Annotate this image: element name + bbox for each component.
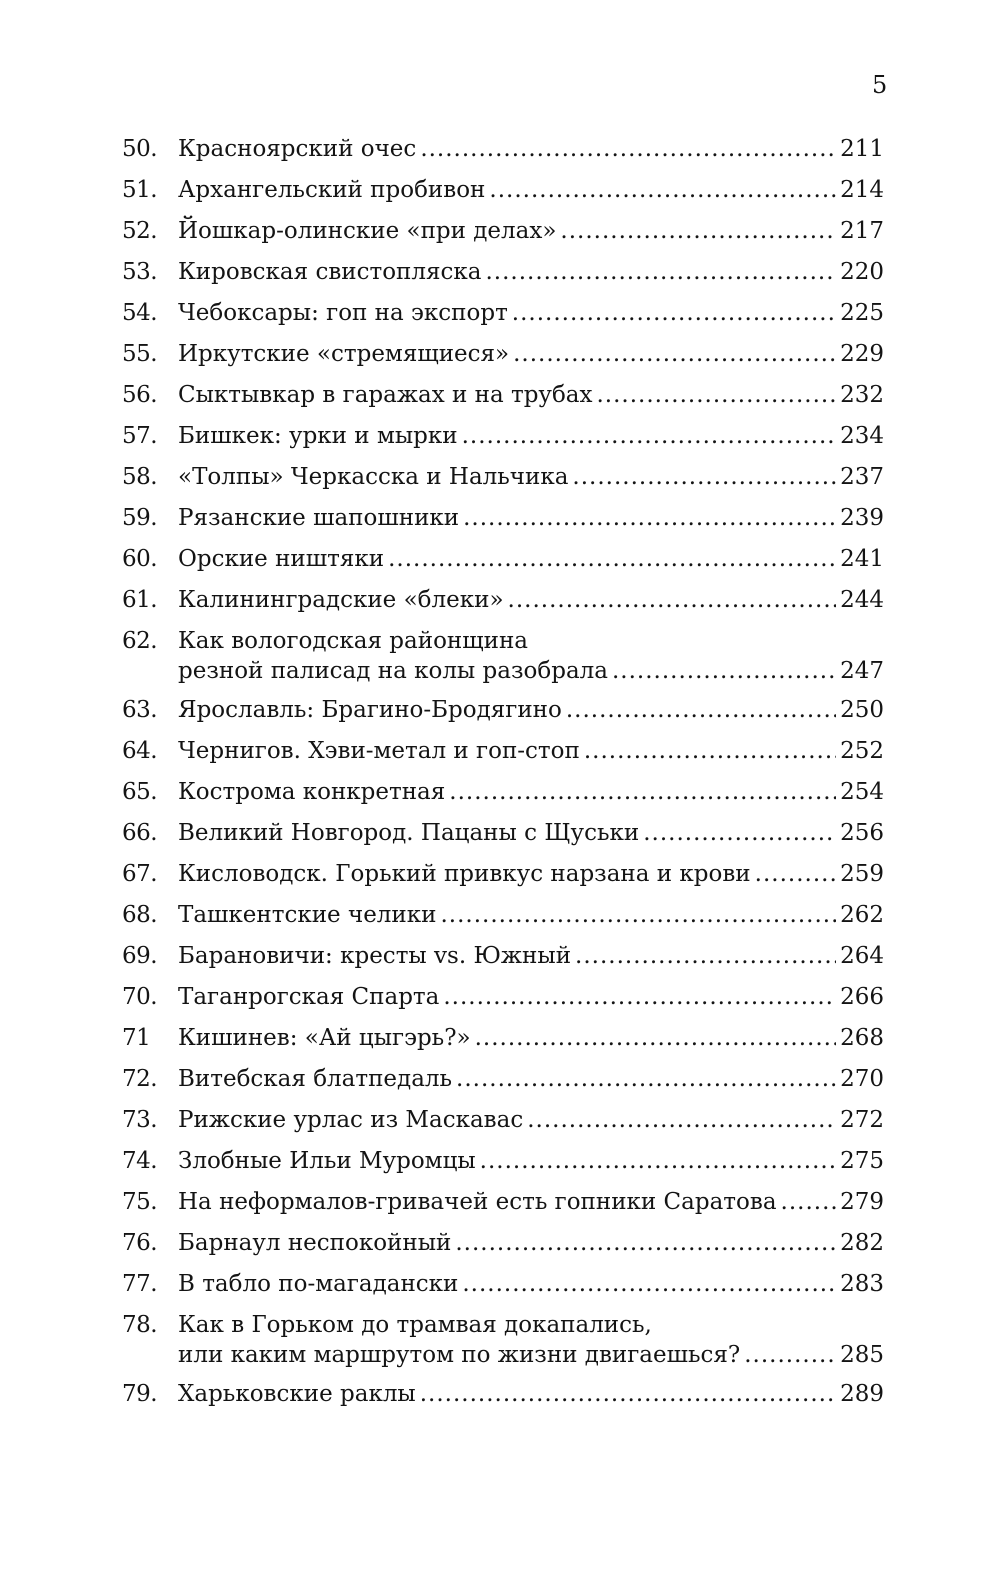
dot-leader [443, 982, 836, 1012]
toc-entry-page: 279 [840, 1189, 884, 1215]
toc-entry-line [178, 1187, 884, 1217]
toc-entry-title: Калининградские «блеки» [178, 587, 504, 613]
toc-entry [122, 626, 884, 686]
toc-entry-title: Архангельский пробивон [178, 177, 486, 203]
toc-entry-number: 67. [122, 861, 158, 887]
toc-entry-body [178, 380, 884, 410]
toc-entry [122, 736, 884, 766]
toc-entry-line [178, 298, 884, 328]
toc-entry-number: 65. [122, 779, 158, 805]
toc-entry-page: 259 [840, 861, 884, 887]
toc-entry-number: 52. [122, 218, 158, 244]
toc-entry-title-first-line: Как в Горьком до трамвая докапались, [178, 1312, 652, 1338]
toc-entry-page: 264 [840, 943, 884, 969]
toc-entry-line [178, 1023, 884, 1053]
toc-entry-number: 78. [122, 1312, 158, 1338]
dot-leader [485, 257, 836, 287]
dot-leader [455, 1228, 836, 1258]
toc-entry-body [178, 941, 884, 971]
toc-entry-line [178, 1340, 884, 1370]
toc-entry-title: Ярославль: Брагино-Бродягино [178, 697, 562, 723]
toc-entry [122, 544, 884, 574]
toc-entry-page: 244 [840, 587, 884, 613]
toc-entry-page: 262 [840, 902, 884, 928]
dot-leader [508, 585, 837, 615]
toc-entry [122, 257, 884, 287]
toc-entry-body [178, 1023, 884, 1053]
toc-entry [122, 1187, 884, 1217]
toc-entry-number: 63. [122, 697, 158, 723]
toc-entry-number: 77. [122, 1271, 158, 1297]
toc-entry [122, 818, 884, 848]
toc-entry-title: Кировская свистопляска [178, 259, 482, 285]
toc-entry-title: Иркутские «стремящиеся» [178, 341, 510, 367]
dot-leader [512, 298, 836, 328]
toc-entry-line [178, 462, 884, 492]
toc-entry-page: 211 [840, 136, 884, 162]
toc-entry-number: 54. [122, 300, 158, 326]
toc-entry-number: 79. [122, 1381, 158, 1407]
toc-entry [122, 777, 884, 807]
dot-leader [449, 777, 836, 807]
toc-entry-body [178, 900, 884, 930]
toc-entry-line [178, 339, 884, 369]
toc-entry-line [178, 1146, 884, 1176]
toc-entry-page: 232 [840, 382, 884, 408]
toc-entry-page: 214 [840, 177, 884, 203]
toc-entry-page: 237 [840, 464, 884, 490]
dot-leader [489, 175, 836, 205]
toc-entry-title: Злобные Ильи Муромцы [178, 1148, 476, 1174]
table-of-contents [122, 134, 884, 1420]
toc-entry-number: 53. [122, 259, 158, 285]
toc-entry-body [178, 1228, 884, 1258]
toc-entry-line [178, 544, 884, 574]
toc-entry [122, 982, 884, 1012]
toc-entry-title: Йошкар-олинские «при делах» [178, 218, 557, 244]
dot-leader [597, 380, 837, 410]
toc-entry-number: 71 [122, 1025, 151, 1051]
toc-entry-body [178, 257, 884, 287]
toc-entry-number: 60. [122, 546, 158, 572]
dot-leader [475, 1023, 836, 1053]
toc-entry-body [178, 298, 884, 328]
toc-entry-body [178, 1064, 884, 1094]
toc-entry-number: 73. [122, 1107, 158, 1133]
toc-entry [122, 1379, 884, 1409]
toc-entry-body [178, 1310, 884, 1370]
toc-entry-number: 66. [122, 820, 158, 846]
toc-entry-number: 70. [122, 984, 158, 1010]
dot-leader [388, 544, 836, 574]
toc-entry [122, 1228, 884, 1258]
toc-entry-title: В табло по-магадански [178, 1271, 459, 1297]
page-number: 5 [872, 71, 888, 99]
toc-entry-line [178, 777, 884, 807]
toc-entry-body [178, 859, 884, 889]
toc-entry-title: Кишинев: «Ай цыгэрь?» [178, 1025, 471, 1051]
toc-entry [122, 175, 884, 205]
toc-entry-page: 289 [840, 1381, 884, 1407]
toc-entry-title: «Толпы» Черкасска и Нальчика [178, 464, 569, 490]
toc-entry-title: Витебская блатпедаль [178, 1066, 453, 1092]
toc-entry-body [178, 1379, 884, 1409]
toc-entry-line [178, 257, 884, 287]
toc-entry-body [178, 1105, 884, 1135]
toc-entry-body [178, 421, 884, 451]
toc-entry-title: Красноярский очес [178, 136, 417, 162]
toc-entry-line [178, 1228, 884, 1258]
dot-leader [513, 339, 836, 369]
toc-entry [122, 339, 884, 369]
toc-entry-page: 239 [840, 505, 884, 531]
toc-entry-body [178, 1269, 884, 1299]
toc-entry-title: Сыктывкар в гаражах и на трубах [178, 382, 593, 408]
toc-entry-title: Бишкек: урки и мырки [178, 423, 458, 449]
dot-leader [440, 900, 836, 930]
dot-leader [781, 1187, 837, 1217]
toc-entry-line [178, 656, 884, 686]
toc-entry-body [178, 626, 884, 686]
toc-entry-body [178, 216, 884, 246]
toc-entry-title: Чернигов. Хэви-метал и гоп-стоп [178, 738, 580, 764]
toc-entry-title: резной палисад на колы разобрала [178, 658, 608, 684]
toc-entry-line [178, 1379, 884, 1409]
toc-entry-line [178, 900, 884, 930]
toc-entry-body [178, 339, 884, 369]
dot-leader [463, 503, 836, 533]
toc-entry-number: 76. [122, 1230, 158, 1256]
toc-entry-number: 74. [122, 1148, 158, 1174]
toc-entry-page: 270 [840, 1066, 884, 1092]
toc-entry-body [178, 1187, 884, 1217]
toc-entry-page: 275 [840, 1148, 884, 1174]
toc-entry-line [178, 585, 884, 615]
toc-entry-number: 75. [122, 1189, 158, 1215]
toc-entry-line [178, 503, 884, 533]
dot-leader [527, 1105, 836, 1135]
toc-entry-page: 252 [840, 738, 884, 764]
toc-entry [122, 134, 884, 164]
toc-entry-body [178, 175, 884, 205]
toc-entry-line [178, 175, 884, 205]
toc-entry-number: 69. [122, 943, 158, 969]
toc-entry-line [178, 380, 884, 410]
toc-entry-number: 50. [122, 136, 158, 162]
toc-entry-page: 268 [840, 1025, 884, 1051]
dot-leader [560, 216, 836, 246]
toc-entry-line [178, 941, 884, 971]
toc-entry-body [178, 777, 884, 807]
toc-entry [122, 1105, 884, 1135]
toc-entry-body [178, 503, 884, 533]
toc-entry-body [178, 982, 884, 1012]
toc-entry-page: 220 [840, 259, 884, 285]
toc-entry-body [178, 695, 884, 725]
toc-entry-page: 266 [840, 984, 884, 1010]
dot-leader [755, 859, 836, 889]
dot-leader [456, 1064, 836, 1094]
toc-entry-title: Рязанские шапошники [178, 505, 460, 531]
toc-entry [122, 859, 884, 889]
toc-entry-page: 225 [840, 300, 884, 326]
toc-entry-number: 56. [122, 382, 158, 408]
toc-entry-number: 62. [122, 628, 158, 654]
toc-entry [122, 380, 884, 410]
toc-entry [122, 503, 884, 533]
toc-entry-line [178, 421, 884, 451]
toc-entry-line [178, 982, 884, 1012]
toc-entry [122, 1064, 884, 1094]
toc-entry-number: 64. [122, 738, 158, 764]
toc-entry-line [178, 859, 884, 889]
toc-entry-page: 254 [840, 779, 884, 805]
toc-entry-title: На неформалов-гривачей есть гопники Саратова [178, 1189, 777, 1215]
dot-leader [420, 134, 836, 164]
dot-leader [462, 421, 837, 451]
toc-entry-page: 250 [840, 697, 884, 723]
toc-entry-page: 241 [840, 546, 884, 572]
toc-entry [122, 1269, 884, 1299]
dot-leader [643, 818, 836, 848]
toc-entry-body [178, 736, 884, 766]
toc-entry-title-first-line: Как вологодская районщина [178, 628, 528, 654]
toc-entry-number: 59. [122, 505, 158, 531]
toc-entry-title: или каким маршрутом по жизни двигаешься? [178, 1342, 741, 1368]
toc-entry-line [178, 1269, 884, 1299]
toc-entry-page: 282 [840, 1230, 884, 1256]
toc-entry-title: Барановичи: кресты vs. Южный [178, 943, 572, 969]
toc-entry-title: Великий Новгород. Пацаны с Щуськи [178, 820, 640, 846]
toc-entry-title: Харьковские раклы [178, 1381, 416, 1407]
toc-entry [122, 462, 884, 492]
dot-leader [612, 656, 836, 686]
toc-entry-page: 229 [840, 341, 884, 367]
toc-entry-line [178, 736, 884, 766]
dot-leader [420, 1379, 836, 1409]
toc-entry-body [178, 462, 884, 492]
toc-entry-number: 61. [122, 587, 158, 613]
toc-entry-line [178, 134, 884, 164]
toc-entry-number: 51. [122, 177, 158, 203]
dot-leader [744, 1340, 836, 1370]
toc-entry-number: 68. [122, 902, 158, 928]
toc-entry [122, 1146, 884, 1176]
dot-leader [566, 695, 836, 725]
dot-leader [584, 736, 836, 766]
toc-entry [122, 216, 884, 246]
toc-entry-page: 283 [840, 1271, 884, 1297]
toc-entry [122, 941, 884, 971]
dot-leader [572, 462, 836, 492]
toc-entry [122, 585, 884, 615]
toc-entry-line [178, 1105, 884, 1135]
toc-entry-title: Таганрогская Спарта [178, 984, 440, 1010]
toc-entry-title: Ташкентские челики [178, 902, 437, 928]
toc-entry-title: Барнаул неспокойный [178, 1230, 452, 1256]
toc-entry-page: 234 [840, 423, 884, 449]
toc-entry [122, 900, 884, 930]
dot-leader [480, 1146, 836, 1176]
toc-entry-line [178, 1064, 884, 1094]
toc-entry-body [178, 134, 884, 164]
toc-entry-page: 285 [840, 1342, 884, 1368]
toc-entry-line [178, 695, 884, 725]
toc-entry-number: 55. [122, 341, 158, 367]
toc-entry-title: Кострома конкретная [178, 779, 446, 805]
dot-leader [575, 941, 836, 971]
toc-entry-page: 217 [840, 218, 884, 244]
toc-entry-number: 57. [122, 423, 158, 449]
toc-entry-title: Чебоксары: гоп на экспорт [178, 300, 508, 326]
dot-leader [462, 1269, 836, 1299]
toc-entry [122, 421, 884, 451]
toc-entry-body [178, 818, 884, 848]
toc-entry-line [178, 818, 884, 848]
toc-entry-page: 272 [840, 1107, 884, 1133]
toc-entry [122, 695, 884, 725]
toc-entry-body [178, 585, 884, 615]
toc-entry-line [178, 216, 884, 246]
toc-entry-body [178, 544, 884, 574]
toc-entry-page: 256 [840, 820, 884, 846]
toc-entry [122, 298, 884, 328]
toc-entry [122, 1023, 884, 1053]
toc-entry-number: 72. [122, 1066, 158, 1092]
toc-entry-number: 58. [122, 464, 158, 490]
toc-entry-body [178, 1146, 884, 1176]
toc-entry-title: Кисловодск. Горький привкус нарзана и крови [178, 861, 751, 887]
toc-entry-title: Орские ништяки [178, 546, 385, 572]
toc-entry-page: 247 [840, 658, 884, 684]
toc-entry-title: Рижские урлас из Маскавас [178, 1107, 524, 1133]
toc-entry [122, 1310, 884, 1370]
